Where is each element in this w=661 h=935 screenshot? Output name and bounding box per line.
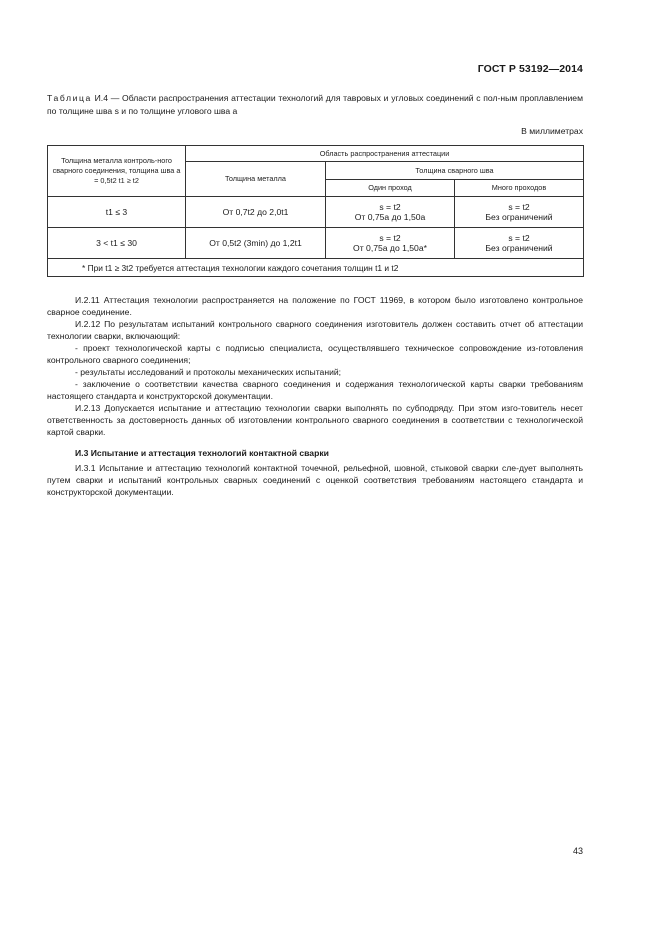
- cell-metal: От 0,7t2 до 2,0t1: [186, 197, 326, 228]
- table-caption-number: И.4: [94, 93, 108, 103]
- col-header-area: Область распространения аттестации: [186, 146, 584, 162]
- col-header-thickness: Толщина металла контроль-ного сварного соединения, толщина шва a = 0,5t2 t1 ≥ t2: [48, 146, 186, 197]
- document-body: [47, 294, 583, 498]
- cell-multi-pass: [455, 228, 584, 259]
- cell-range: t1 ≤ 3: [48, 197, 186, 228]
- document-standard-header: ГОСТ Р 53192—2014: [477, 63, 583, 75]
- table-row: [48, 197, 584, 228]
- list-item: - заключение о соответствии качества сварного соединения и содержания технологической карты сварки требованиям настоящего стандарта и конструкторской документации.: [47, 379, 583, 401]
- cell-single-pass-line1: s = t2: [379, 232, 401, 243]
- cell-multi-pass-line2: Без ограничений: [485, 243, 553, 253]
- table-caption-label: Таблица: [47, 93, 92, 103]
- paragraph-i-2-13: И.2.13 Допускается испытание и аттестацию технологии сварки выполнять по субподряду. При этом изго-товитель несет ответственность за достоверность данных об изготовлении контрольного сварного соединения в соответствии с технологической картой сварки.: [47, 403, 583, 437]
- cell-multi-pass-line1: s = t2: [508, 201, 530, 212]
- cell-metal: От 0,5t2 (3min) до 1,2t1: [186, 228, 326, 259]
- section-title-i-3: И.3 Испытание и аттестация технологий контактной сварки: [75, 448, 329, 458]
- paragraph-i-3-1: И.3.1 Испытание и аттестацию технологий контактной точечной, рельефной, шовной, стыковой сварки сле-дует выполнять путем сварки и испытаний контрольных сварных соединений с оценкой соответствия требованиям настоящего стандарта и конструкторской документации.: [47, 463, 583, 497]
- page-number: 43: [572, 846, 583, 856]
- paragraph-i-2-12: И.2.12 По результатам испытаний контрольного сварного соединения изготовитель должен составить отчет об аттестации технологии сварки, включающий:: [47, 319, 583, 341]
- cell-multi-pass-line2: Без ограничений: [485, 212, 553, 222]
- list-item: - результаты исследований и протоколы механических испытаний;: [75, 367, 342, 377]
- cell-single-pass-line2: От 0,75a до 1,50a*: [353, 243, 427, 253]
- cell-single-pass: [326, 228, 455, 259]
- col-header-metal: Толщина металла: [186, 162, 326, 197]
- col-header-multi-pass: Много проходов: [455, 180, 584, 197]
- table-units: В миллиметрах: [521, 126, 583, 136]
- attestation-table: [47, 145, 584, 277]
- cell-single-pass-line1: s = t2: [379, 201, 401, 212]
- table-row: [48, 228, 584, 259]
- cell-range: 3 < t1 ≤ 30: [48, 228, 186, 259]
- paragraph-i-2-11: И.2.11 Аттестация технологии распространяется на положение по ГОСТ 11969, в котором было изготовлено контрольное сварное соединение.: [47, 295, 583, 317]
- col-header-single-pass: Один проход: [326, 180, 455, 197]
- table-caption-text: — Области распространения аттестации технологий для тавровых и угловых соединений с пол-ным проплавлением по толщине шва s и по толщине углового шва a: [47, 93, 583, 116]
- col-header-weld: Толщина сварного шва: [326, 162, 584, 180]
- cell-single-pass-line2: От 0,75a до 1,50a: [354, 212, 426, 222]
- list-item: - проект технологической карты с подписью специалиста, осуществлявшего техническое сопровождение из-готовления контрольного сварного соединения;: [47, 343, 583, 365]
- cell-multi-pass-line1: s = t2: [508, 232, 530, 243]
- cell-single-pass: [326, 197, 455, 228]
- table-caption: [47, 92, 583, 117]
- cell-multi-pass: [455, 197, 584, 228]
- table-footnote: * При t1 ≥ 3t2 требуется аттестация технологии каждого сочетания толщин t1 и t2: [48, 259, 584, 277]
